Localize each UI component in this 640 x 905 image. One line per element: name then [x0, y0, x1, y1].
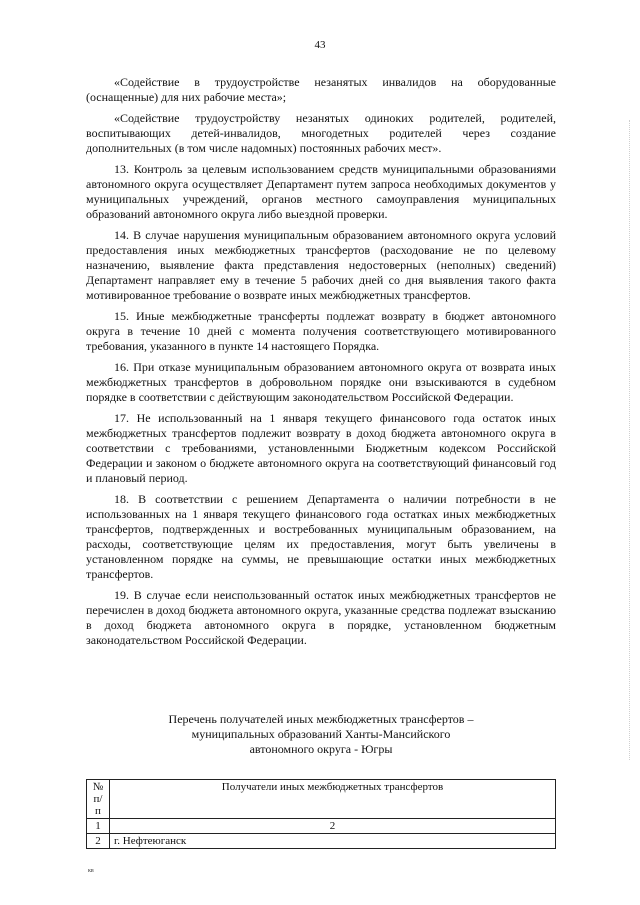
list-title-line: муниципальных образований Ханты-Мансийского [191, 727, 451, 741]
table-row [87, 834, 556, 849]
paragraph-17-unused-balance: 17. Не использованный на 1 января текущего финансового года остаток иных межбюджетных трансфертов подлежит возврату в доход бюджета автономного округа в соответствии с требованиями, установленными Бюджетным кодексом Российской Федерации и законом о бюджете автономного округа на соответствующий финансовый год и плановый период. [86, 411, 556, 485]
row-name-cell: г. Нефтеюганск [110, 834, 556, 849]
paragraph-16-refusal: 16. При отказе муниципальным образованием автономного округа от возврата иных межбюджетных трансфертов в добровольном порядке они взыскиваются в судебном порядке в соответствии с действующим законодательством Российской Федерации. [86, 360, 556, 404]
document-body [86, 75, 556, 654]
table-index-row [87, 819, 556, 834]
paragraph-disabled-employment: «Содействие в трудоустройстве незанятых инвалидов на оборудованные (оснащенные) для них рабочие места»; [86, 75, 556, 104]
paragraph-14-violation: 14. В случае нарушения муниципальным образованием автономного округа условий предоставления иных межбюджетных трансфертов (расходование не по целевому назначению, выявление факта представления недостоверных (неполных) сведений) Департамент направляет ему в течение 5 рабочих дней со дня выявления такого факта мотивированное требование о возврате иных межбюджетных трансфертов. [86, 228, 556, 302]
footer-mark: кв [88, 868, 94, 874]
recipients-list-title [86, 712, 556, 757]
paragraph-15-return: 15. Иные межбюджетные трансферты подлежат возврату в бюджет автономного округа в течение 10 дней с момента получения соответствующего мотивированного требования, указанного в пункте 14 настоящего Порядка. [86, 309, 556, 353]
scan-edge-line [628, 120, 630, 760]
paragraph-18-department-decision: 18. В соответствии с решением Департамента о наличии потребности в не использованных на 1 января текущего финансового года остатках иных межбюджетных трансфертов, подтвержденных и востребованных муниципальным образованием, на расходы, соответствующие целям их предоставления, могут быть увеличены в установленном порядке на суммы, не превышающие остатки иных межбюджетных трансфертов. [86, 492, 556, 581]
index-cell: 2 [110, 819, 556, 834]
index-cell: 1 [87, 819, 110, 834]
recipients-table [86, 779, 556, 849]
page-number: 43 [314, 39, 326, 51]
row-num-cell: 2 [87, 834, 110, 849]
header-recipients-cell: Получатели иных межбюджетных трансфертов [110, 780, 556, 819]
paragraph-19-recovery: 19. В случае если неиспользованный остаток иных межбюджетных трансфертов не перечислен в доход бюджета автономного округа, указанные средства подлежат взысканию в доход бюджета автономного округа в порядке, установленном бюджетным законодательством Российской Федерации. [86, 588, 556, 647]
list-title-line: Перечень получателей иных межбюджетных трансфертов – [168, 712, 474, 726]
list-title-line: автономного округа - Югры [249, 742, 393, 756]
paragraph-13-control: 13. Контроль за целевым использованием средств муниципальными образованиями автономного округа осуществляет Департамент путем запроса необходимых документов у муниципальных учреждений, органов местного самоуправления муниципальных образований автономного округа либо выездной проверки. [86, 162, 556, 221]
paragraph-parents-employment: «Содействие трудоустройству незанятых одиноких родителей, родителей, воспитывающих детей-инвалидов, многодетных родителей через создание дополнительных (в том числе надомных) постоянных рабочих мест». [86, 111, 556, 155]
table-header-row [87, 780, 556, 819]
header-num-cell: № п/п [87, 780, 110, 819]
